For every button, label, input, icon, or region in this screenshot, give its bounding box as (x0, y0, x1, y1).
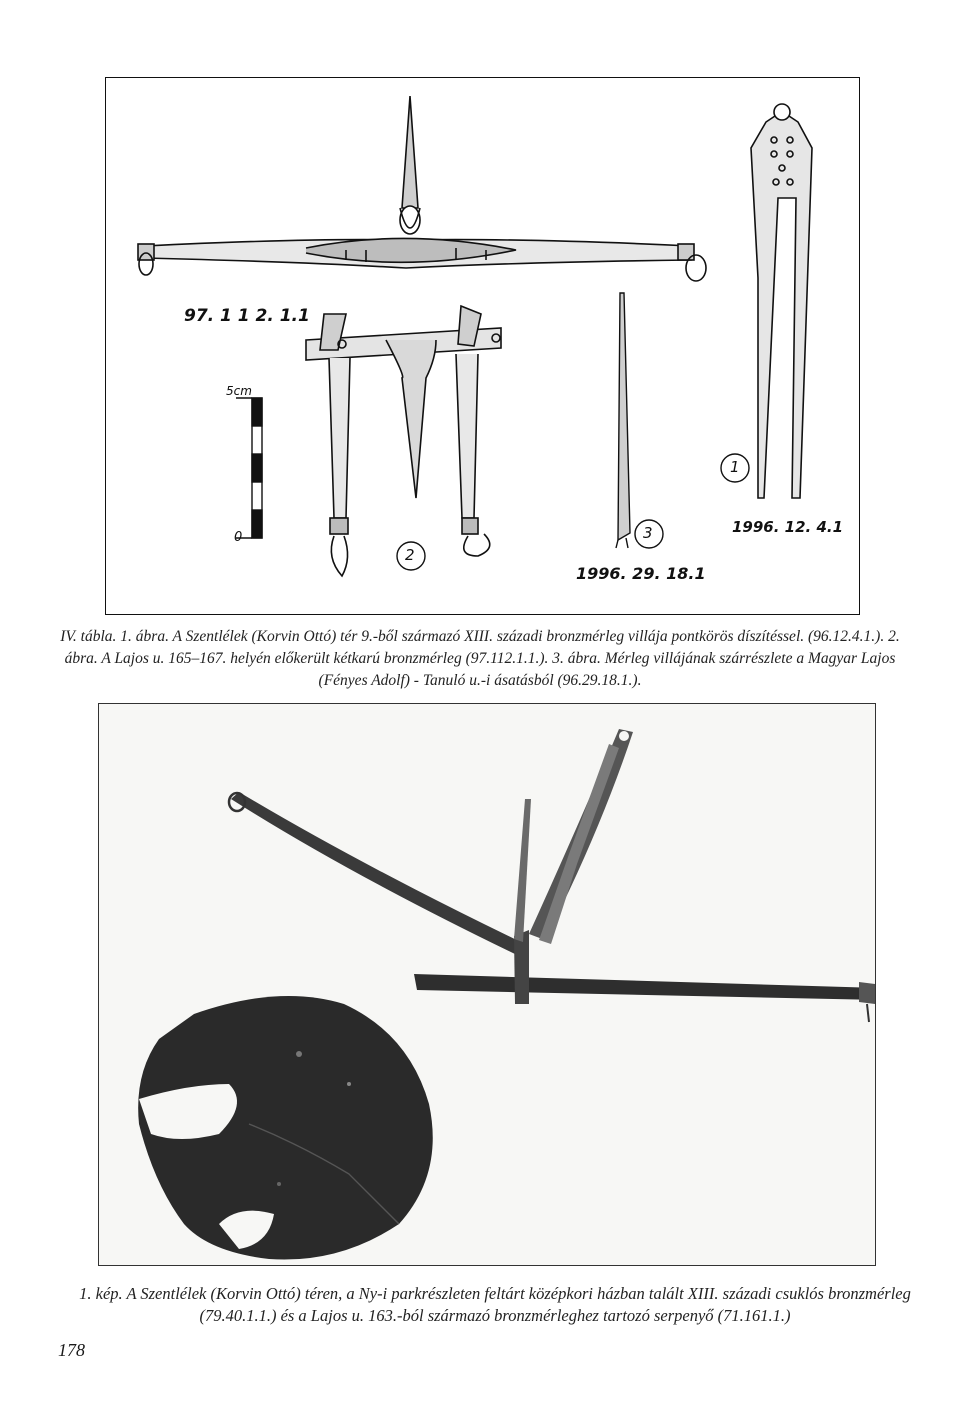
fork-shaft-drawing (616, 293, 630, 548)
fig1-number: 1 (730, 458, 740, 476)
photo-caption-line-1: 1. kép. A Szentlélek (Korvin Ottó) téren, a Ny-i parkrészleten feltárt középkori házban talált XIII. századi csuklós bronzmérleg (79, 1284, 911, 1303)
photo-caption-line-2: (79.40.1.1.) és a Lajos u. 163.-ból származó bronzmérleghez tartozó serpenyő (71.161.1.) (199, 1306, 791, 1325)
plate-caption-line-3: (Fényes Adolf) - Tanuló u.-i ásatásból (96.29.18.1.). (318, 672, 642, 689)
photograph (98, 703, 876, 1266)
drawing-plate (105, 77, 860, 615)
fig3-inventory-label: 1996. 29. 18.1 (576, 564, 706, 583)
photo-content (99, 704, 876, 1266)
plate-caption-line-2: ábra. A Lajos u. 165–167. helyén előkerült kétkarú bronzmérleg (97.112.1.1.). 3. ábra. Mérleg villájának szárrészlete a Magyar Lajos (64, 650, 896, 667)
fig3-number: 3 (643, 524, 653, 542)
balance-beam-drawing (138, 96, 706, 281)
fig2-number: 2 (405, 546, 415, 564)
bronze-balance-photo (229, 729, 876, 1022)
plate-caption-line-1: IV. tábla. 1. ábra. A Szentlélek (Korvin Ottó) tér 9.-ből származó XIII. századi bronzmérleg villája pontkörös díszítéssel. (96.12.4.1.). 2. (60, 628, 900, 645)
fig2-inventory-label: 97. 1 1 2. 1.1 (184, 306, 310, 326)
scale-bar (236, 398, 262, 538)
scale-top-label: 5cm (226, 384, 252, 398)
balance-pan-photo (138, 996, 433, 1260)
decorated-fork-drawing (751, 104, 812, 498)
scale-zero-label: 0 (234, 530, 243, 545)
balance-fork-drawing (306, 306, 501, 576)
page-number: 178 (58, 1340, 85, 1360)
fig1-inventory-label: 1996. 12. 4.1 (732, 518, 844, 536)
